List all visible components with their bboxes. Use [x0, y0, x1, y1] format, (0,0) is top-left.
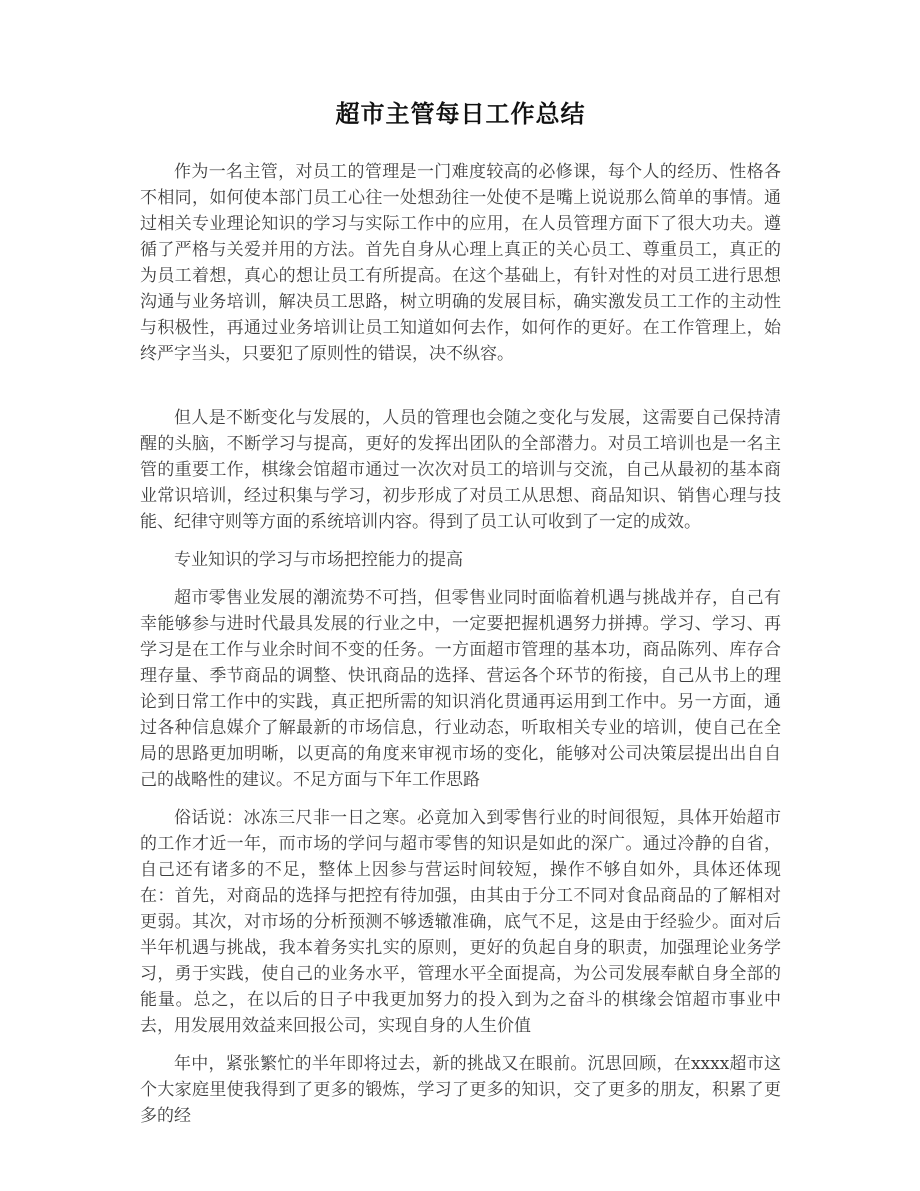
paragraph-4: 俗话说：冰冻三尺非一日之寒。必竟加入到零售行业的时间很短，具体开始超市的工作才近一年，而市场的学问与超市零售的知识是如此的深广。通过冷静的自省，自己还有诸多的不足，整体上因参与营运时间较短，操作不够自如外，具体还体现在：首先，对商品的选择与把控有待加强，由其由于分工不同对食品商品的了解相对更弱。其次，对市场的分析预测不够透辙准确，底气不足，这是由于经验少。面对后半年机遇与挑战，我本着务实扎实的原则，更好的负起自身的职责，加强理论业务学习，勇于实践，使自己的业务水平，管理水平全面提高，为公司发展奉献自身全部的能量。总之，在以后的日子中我更加努力的投入到为之奋斗的棋缘会馆超市事业中去，用发展用效益来回报公司，实现自身的人生价值: [140, 808, 781, 1036]
blank-line: [140, 379, 781, 405]
document-title: 超市主管每日工作总结: [335, 99, 586, 128]
paragraph-3: 超市零售业发展的潮流势不可挡，但零售业同时面临着机遇与挑战并存，自己有幸能够参与进时代最具发展的行业之中，一定要把握机遇努力拼搏。学习、学习、再学习是在工作与业余时间不变的任务。一方面超市管理的基本功，商品陈列、库存合理存量、季节商品的调整、快讯商品的选择、营运各个环节的衔接，自己从书上的理论到日常工作中的实践，真正把所需的知识消化贯通再运用到工作中。另一方面，通过各种信息媒介了解最新的市场信息，行业动态，听取相关专业的培训，使自己在全局的思路更加明晰，以更高的角度来审视市场的变化，能够对公司决策层提出出自自己的战略性的建议。不足方面与下年工作思路: [140, 588, 781, 790]
paragraph-1: 作为一名主管，对员工的管理是一门难度较高的必修课，每个人的经历、性格各不相同，如何使本部门员工心往一处想劲往一处使不是嘴上说说那么简单的事情。通过相关专业理论知识的学习与实际工作中的应用，在人员管理方面下了很大功夫。遵循了严格与关爱并用的方法。首先自身从心理上真正的关心员工、尊重员工，真正的为员工着想，真心的想让员工有所提高。在这个基础上，有针对性的对员工进行思想沟通与业务培训，解决员工思路，树立明确的发展目标，确实激发员工工作的主动性与积极性，再通过业务培训让员工知道如何去作，如何作的更好。在工作管理上，始终严字当头，只要犯了原则性的错误，决不纵容。: [140, 162, 781, 364]
section-heading: 专业知识的学习与市场把控能力的提高: [174, 550, 463, 570]
paragraph-2: 但人是不断变化与发展的，人员的管理也会随之变化与发展，这需要自己保持清醒的头脑，不断学习与提高，更好的发挥出团队的全部潜力。对员工培训也是一名主管的重要工作，棋缘会馆超市通过一次次对员工的培训与交流，自己从最初的基本商业常识培训，经过积集与学习，初步形成了对员工从思想、商品知识、销售心理与技能、纪律守则等方面的系统培训内容。得到了员工认可收到了一定的成效。: [140, 408, 781, 532]
paragraph-5: 年中，紧张繁忙的半年即将过去，新的挑战又在眼前。沉思回顾，在xxxx超市这个大家庭里使我得到了更多的锻炼，学习了更多的知识，交了更多的朋友，积累了更多的经: [140, 1054, 781, 1126]
